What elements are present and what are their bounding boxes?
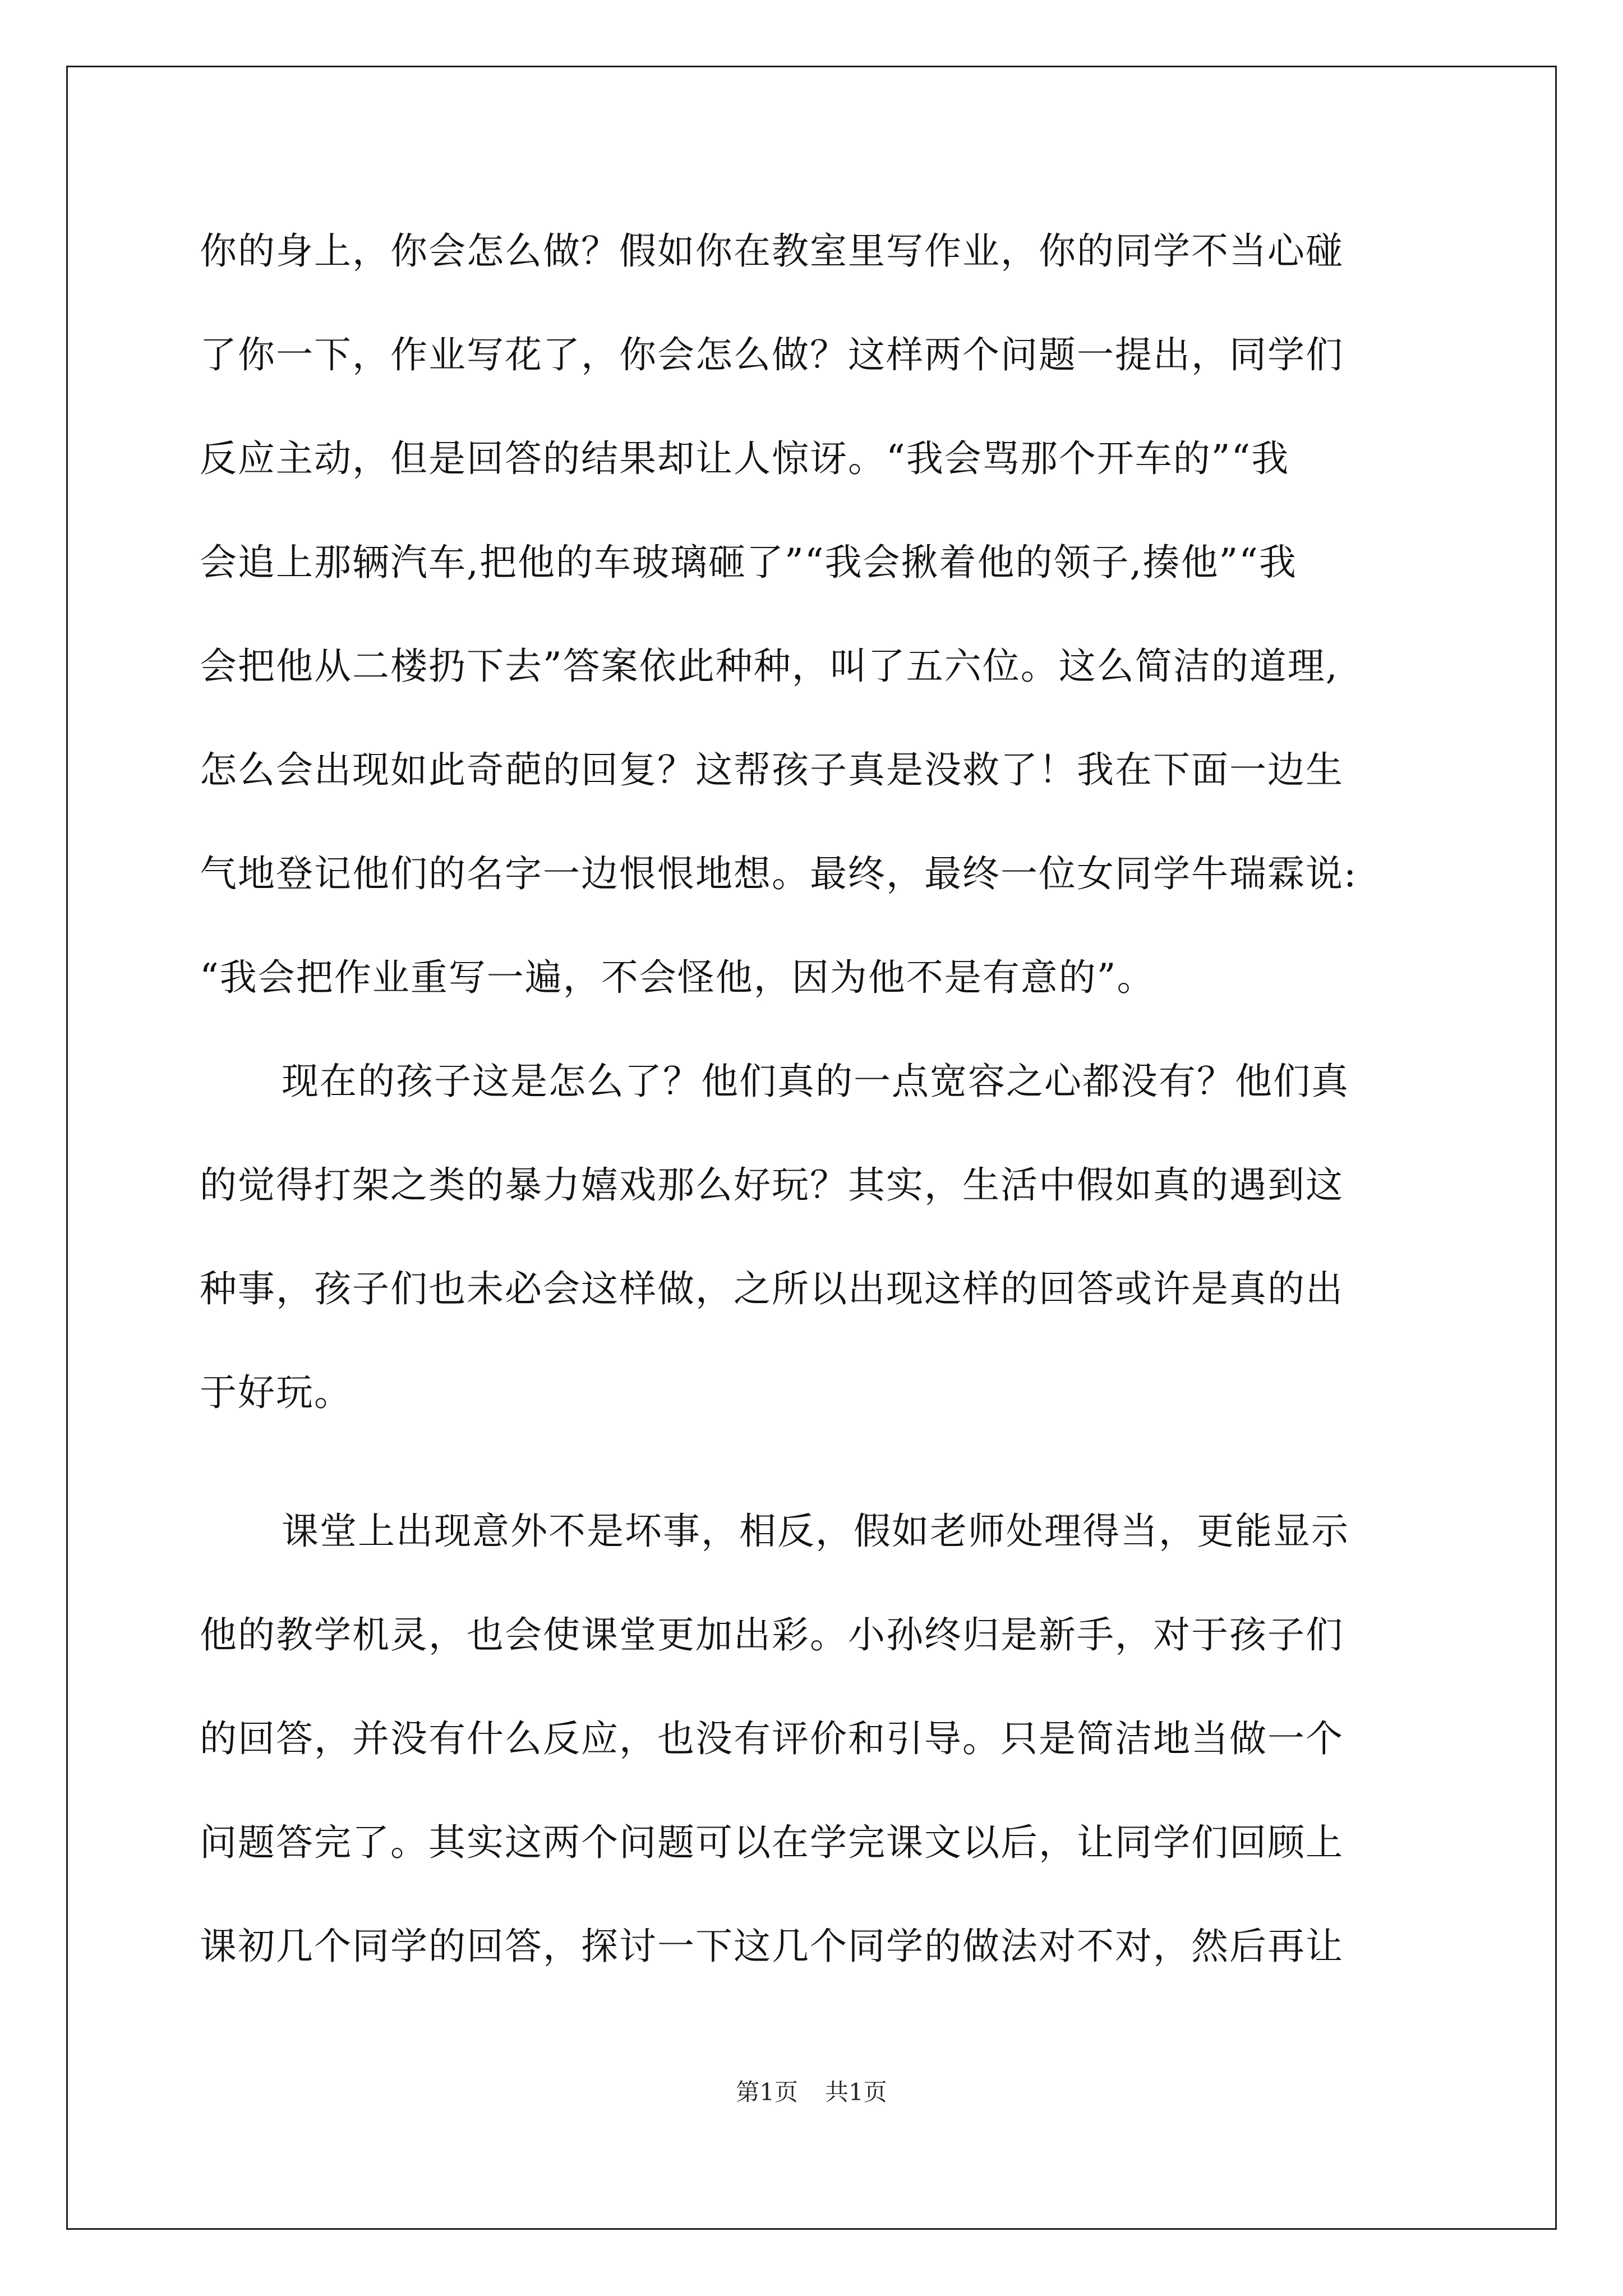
page-footer [0,2076,1623,2109]
text-line: 气地登记他们的名字一边恨恨地想。最终，最终一位女同学牛瑞霖说: [200,852,1358,895]
page-total: 共1页 [825,2078,887,2106]
text-line: “我会把作业重写一遍，不会怪他，因为他不是有意的”。 [200,956,1155,999]
page-number: 第1页 [736,2078,798,2106]
text-line: 怎么会出现如此奇葩的回复？这帮孩子真是没救了！我在下面一边生 [200,748,1344,792]
text-line: 了你一下，作业写花了，你会怎么做？这样两个问题一提出，同学们 [200,333,1344,376]
text-line: 的回答，并没有什么反应，也没有评价和引导。只是简洁地当做一个 [200,1717,1344,1760]
text-line: 反应主动，但是回答的结果却让人惊讶。“我会骂那个开车的”“我 [200,437,1290,480]
text-line: 种事，孩子们也未必会这样做，之所以出现这样的回答或许是真的出 [200,1267,1344,1310]
page-border [66,66,1557,2230]
text-line: 你的身上，你会怎么做？假如你在教室里写作业，你的同学不当心碰 [200,229,1344,273]
paragraph-first-line: 现在的孩子这是怎么了？他们真的一点宽容之心都没有？他们真 [282,1060,1349,1103]
text-line: 于好玩。 [200,1371,352,1414]
text-line: 课初几个同学的回答，探讨一下这几个同学的做法对不对，然后再让 [200,1925,1344,1968]
text-line: 的觉得打架之类的暴力嬉戏那么好玩？其实，生活中假如真的遇到这 [200,1163,1344,1207]
text-line: 会把他从二楼扔下去”答案依此种种，叫了五六位。这么简洁的道理, [200,645,1339,688]
paragraph-first-line: 课堂上出现意外不是坏事，相反，假如老师处理得当，更能显示 [282,1510,1349,1553]
text-line: 他的教学机灵，也会使课堂更加出彩。小孙终归是新手，对于孩子们 [200,1613,1344,1657]
text-line: 会追上那辆汽车,把他的车玻璃砸了”“我会揪着他的领子,揍他”“我 [200,541,1297,584]
text-line: 问题答完了。其实这两个问题可以在学完课文以后，让同学们回顾上 [200,1821,1344,1864]
